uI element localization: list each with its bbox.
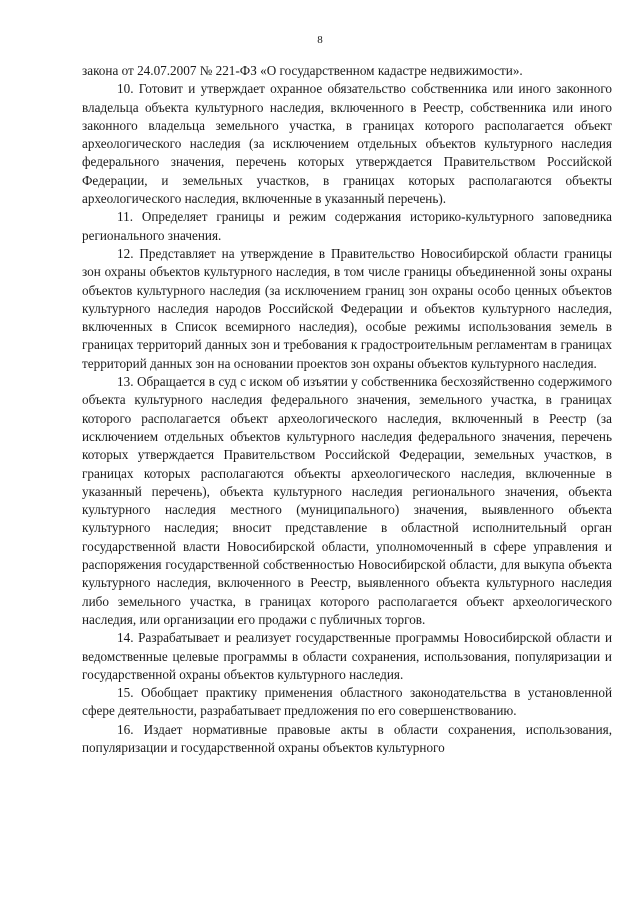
paragraph-continuation: закона от 24.07.2007 № 221-ФЗ «О государственном кадастре недвижимости». xyxy=(82,63,523,78)
document-body xyxy=(82,62,612,757)
paragraph-item-11: 11. Определяет границы и режим содержания историко-культурного заповедника регионального значения. xyxy=(82,209,612,243)
paragraph-item-12: 12. Представляет на утверждение в Правительство Новосибирской области границы зон охраны объектов культурного наследия, в том числе границы объединенной зоны охраны объектов культурного наследия (за исключением границ зон охраны особо ценных объектов культурного наследия народов Российской Федерации и объектов культурного наследия, включенных в Список всемирного наследия), особые режимы использования земель в границах территорий данных зон и требования к градостроительным регламентам в границах территорий данных зон на основании проектов зон охраны объектов культурного наследия. xyxy=(82,245,612,371)
paragraph-item-13: 13. Обращается в суд с иском об изъятии у собственника бесхозяйственно содержимого объекта культурного наследия федерального значения, земельного участка, в границах которого располагается объект археологического наследия, включенный в Реестр (за исключением отдельных объектов культурного наследия федерального значения, перечень которых утверждается Правительством Российской Федерации, земельных участков, в границах которых располагаются объекты археологического наследия, включенные в указанный перечень), объекта культурного наследия регионального значения, объекта культурного наследия местного (муниципального) значения, выявленного объекта культурного наследия; вносит представление в областной исполнительный орган государственной власти Новосибирской области, уполномоченный в сфере управления и распоряжения государственной собственностью Новосибирской области, для выкупа объекта культурного наследия, включенного в Реестр, выявленного объекта культурного наследия либо земельного участка, в границах которого располагается объект археологического наследия, или организации его продажи с публичных торгов. xyxy=(82,374,612,627)
page-number: 8 xyxy=(317,34,323,46)
paragraph-item-16: 16. Издает нормативные правовые акты в области сохранения, использования, популяризации и государственной охраны объектов культурного xyxy=(82,721,612,755)
paragraph-item-10: 10. Готовит и утверждает охранное обязательство собственника или иного законного владельца объекта культурного наследия, включенного в Реестр, собственника или иного законного владельца земельного участка, в границах которого располагается объект археологического наследия (за исключением отдельных объектов культурного наследия федерального значения, перечень которых утверждается Правительством Российской Федерации, и земельных участков, в границах которых располагаются объекты археологического наследия, включенные в указанный перечень). xyxy=(82,81,612,207)
paragraph-item-14: 14. Разрабатывает и реализует государственные программы Новосибирской области и ведомственные целевые программы в области сохранения, использования, популяризации и государственной охраны объектов культурного наследия. xyxy=(82,630,612,682)
paragraph-item-15: 15. Обобщает практику применения областного законодательства в установленной сфере деятельности, разрабатывает предложения по его совершенствованию. xyxy=(82,685,612,719)
